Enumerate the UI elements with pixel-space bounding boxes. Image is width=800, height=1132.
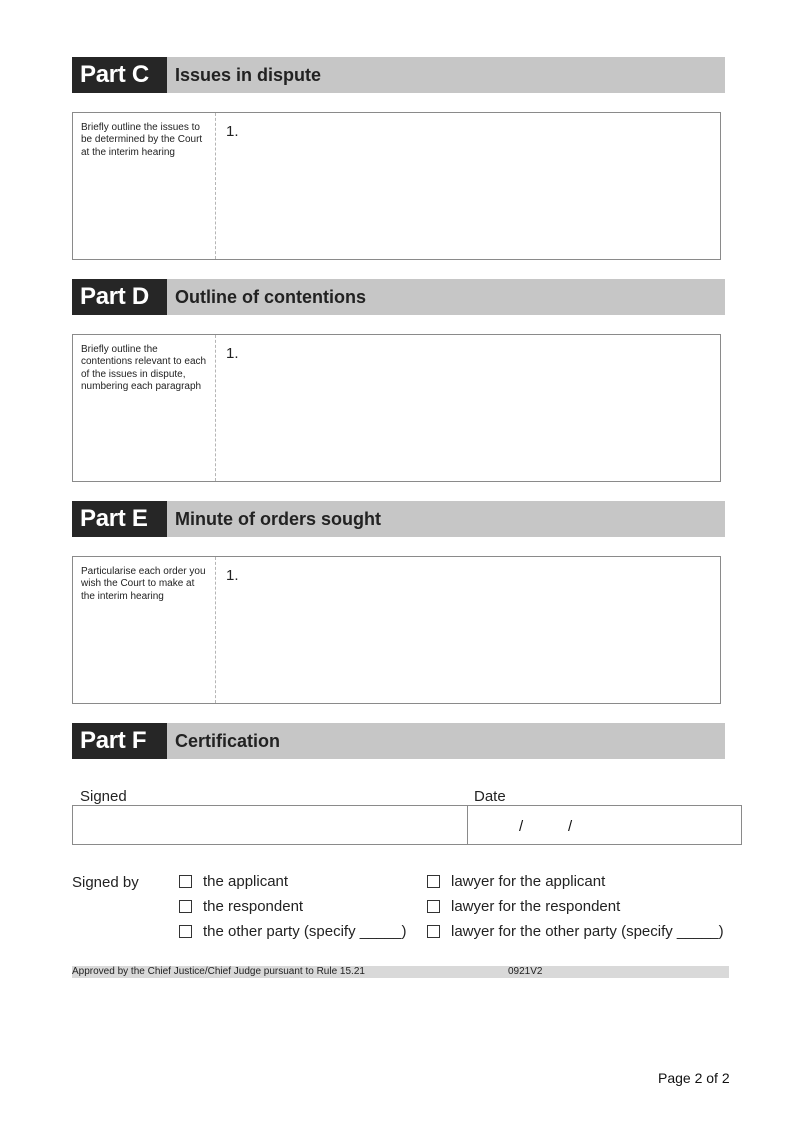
approval-text: Approved by the Chief Justice/Chief Judge pursuant to Rule 15.21 xyxy=(72,966,365,977)
checkbox[interactable] xyxy=(179,875,192,888)
part-title: Outline of contentions xyxy=(175,286,366,307)
part-title: Certification xyxy=(175,730,281,751)
signature-field[interactable] xyxy=(73,806,468,844)
part-e-header xyxy=(72,501,725,537)
checkbox[interactable] xyxy=(179,925,192,938)
field-prompt: Particularise each order you wish the Court to make at the interim hearing xyxy=(73,557,216,703)
field-prompt: Briefly outline the issues to be determined by the Court at the interim hearing xyxy=(73,113,216,259)
part-label: Part F xyxy=(72,723,167,759)
checkbox[interactable] xyxy=(427,925,440,938)
checkbox[interactable] xyxy=(427,900,440,913)
date-separator: / xyxy=(568,818,573,835)
option-respondent[interactable] xyxy=(179,898,303,915)
part-label: Part C xyxy=(72,57,167,93)
contentions-text-field[interactable]: 1. xyxy=(226,345,239,362)
part-title: Minute of orders sought xyxy=(175,508,381,529)
option-label: lawyer for the respondent xyxy=(451,898,621,915)
part-label: Part E xyxy=(72,501,167,537)
issues-answer-box xyxy=(72,112,721,260)
contentions-answer-box xyxy=(72,334,721,482)
option-label: the other party (specify _____) xyxy=(203,923,407,940)
part-title: Issues in dispute xyxy=(175,64,322,85)
signed-label: Signed xyxy=(80,788,127,805)
part-c-header xyxy=(72,57,725,93)
option-label: the respondent xyxy=(203,898,304,915)
option-lawyer-applicant[interactable] xyxy=(427,873,605,890)
form-code: 0921V2 xyxy=(508,966,543,977)
option-lawyer-respondent[interactable] xyxy=(427,898,620,915)
date-label: Date xyxy=(474,788,506,805)
page-number: Page 2 of 2 xyxy=(658,1070,730,1086)
part-d-header xyxy=(72,279,725,315)
orders-text-field[interactable]: 1. xyxy=(226,567,239,584)
option-other-party[interactable] xyxy=(179,923,406,940)
date-field[interactable] xyxy=(468,806,741,844)
option-label: lawyer for the other party (specify _____) xyxy=(451,923,724,940)
footer-bar xyxy=(72,966,729,978)
option-lawyer-other-party[interactable] xyxy=(427,923,724,940)
option-label: lawyer for the applicant xyxy=(451,873,606,890)
signature-date-row xyxy=(72,805,742,845)
part-label: Part D xyxy=(72,279,167,315)
date-separator: / xyxy=(519,818,524,835)
checkbox[interactable] xyxy=(179,900,192,913)
field-prompt: Briefly outline the contentions relevant to each of the issues in dispute, numbering each paragraph xyxy=(73,335,216,481)
option-applicant[interactable] xyxy=(179,873,288,890)
option-label: the applicant xyxy=(203,873,289,890)
signed-by-label: Signed by xyxy=(72,874,139,891)
orders-answer-box xyxy=(72,556,721,704)
checkbox[interactable] xyxy=(427,875,440,888)
issues-text-field[interactable]: 1. xyxy=(226,123,239,140)
part-f-header xyxy=(72,723,725,759)
